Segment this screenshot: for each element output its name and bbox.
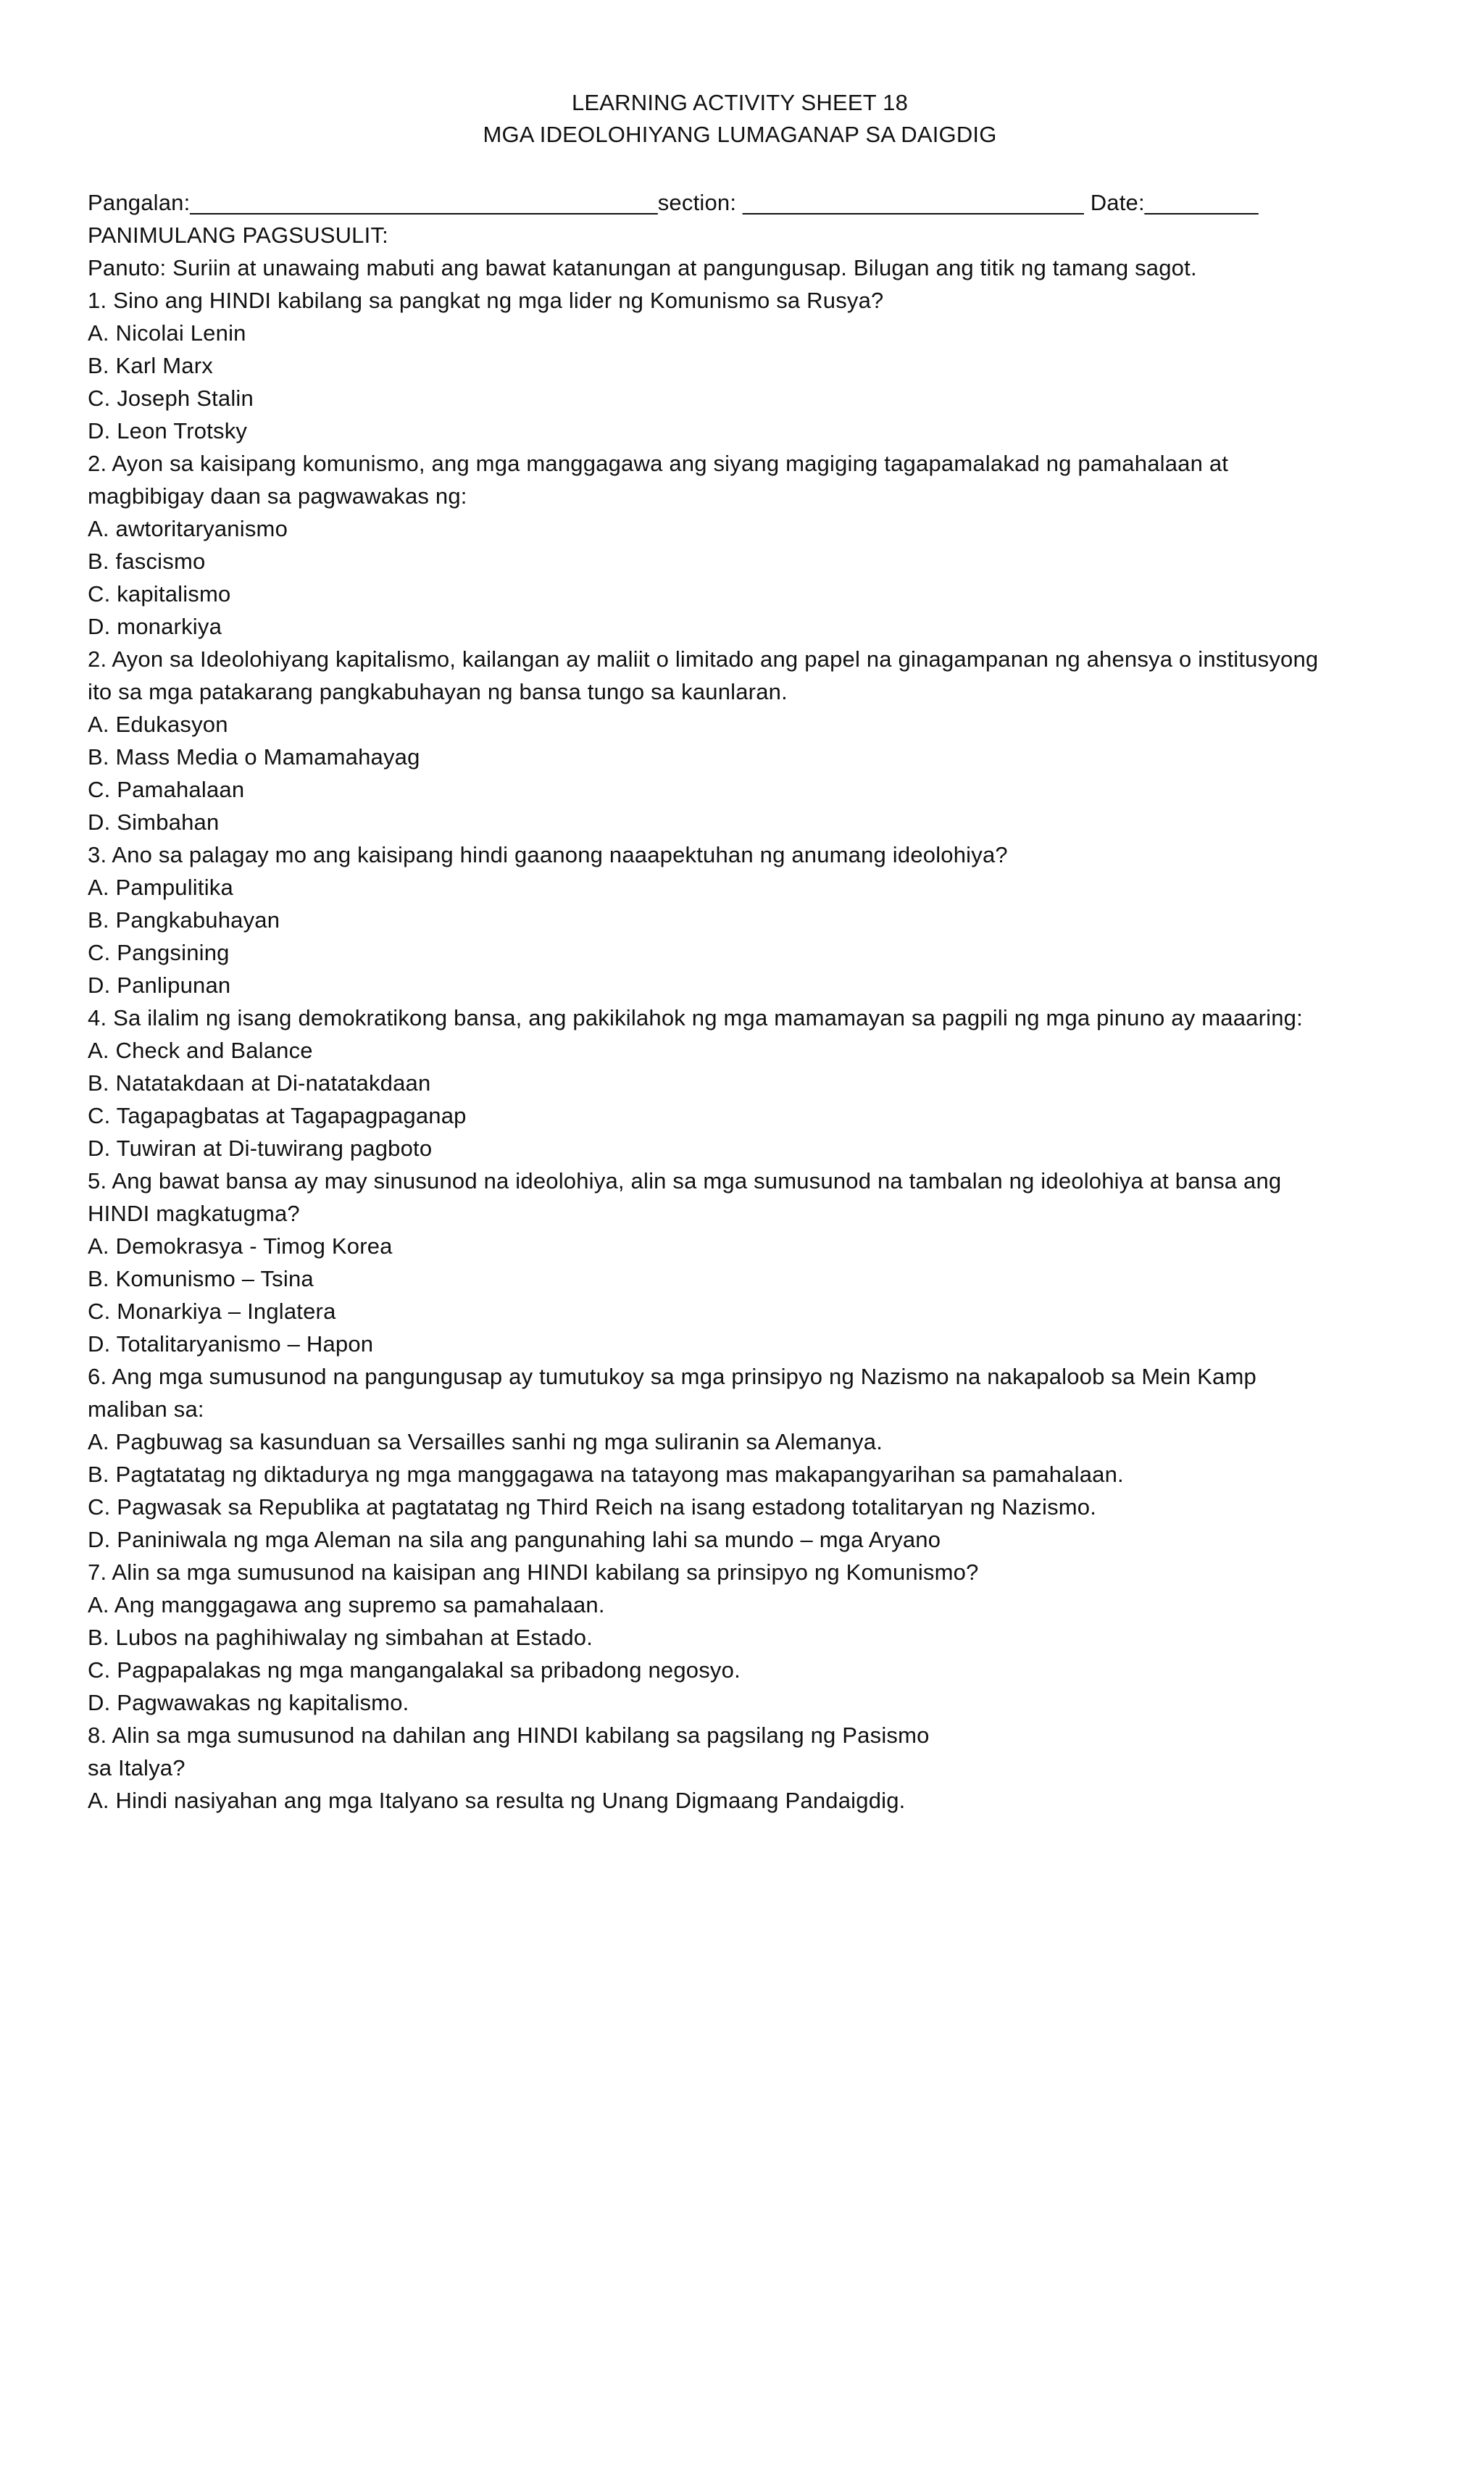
question-line: D. Pagwawakas ng kapitalismo.: [88, 1690, 409, 1715]
question-line: D. Simbahan: [88, 809, 220, 835]
question-line: B. Natatakdaan at Di-natatakdaan: [88, 1070, 431, 1096]
question-line: D. Leon Trotsky: [88, 418, 248, 443]
question-line: A. Pampulitika: [88, 875, 233, 900]
question-line: B. Karl Marx: [88, 353, 213, 378]
question-line: D. Tuwiran at Di-tuwirang pagboto: [88, 1136, 433, 1161]
question-line: D. monarkiya: [88, 614, 222, 639]
title-line-1: LEARNING ACTIVITY SHEET 18: [571, 90, 909, 115]
question-line: magbibigay daan sa pagwawakas ng:: [88, 483, 467, 509]
question-line: C. kapitalismo: [88, 581, 231, 607]
name-section-date-fields: Pangalan:_____________________________________section: ___________________________ Date:_________: [88, 190, 1259, 215]
question-line: 4. Sa ilalim ng isang demokratikong bansa, ang pakikilahok ng mga mamamayan sa pagpili ng mga pinuno ay maaaring:: [88, 1005, 1303, 1030]
question-line: B. fascismo: [88, 549, 206, 574]
question-line: A. Check and Balance: [88, 1038, 313, 1063]
question-list: [88, 284, 1421, 1817]
question-line: D. Totalitaryanismo – Hapon: [88, 1331, 374, 1357]
question-line: A. Edukasyon: [88, 712, 228, 737]
question-line: B. Mass Media o Mamamahayag: [88, 744, 420, 770]
question-line: C. Tagapagbatas at Tagapagpaganap: [88, 1103, 467, 1128]
question-line: A. Nicolai Lenin: [88, 320, 246, 346]
question-line: B. Komunismo – Tsina: [88, 1266, 314, 1291]
question-line: B. Pagtatatag ng diktadurya ng mga manggagawa na tatayong mas makapangyarihan sa pamahalaan.: [88, 1462, 1124, 1487]
question-line: maliban sa:: [88, 1396, 204, 1422]
worksheet-page: [88, 87, 1421, 1817]
title-line-2: MGA IDEOLOHIYANG LUMAGANAP SA DAIGDIG: [483, 122, 997, 147]
question-line: C. Pangsining: [88, 940, 230, 965]
question-line: 5. Ang bawat bansa ay may sinusunod na ideolohiya, alin sa mga sumusunod na tambalan ng ideolohiya at bansa ang: [88, 1168, 1282, 1194]
section-heading: PANIMULANG PAGSUSULIT:: [88, 222, 388, 248]
question-line: C. Pagwasak sa Republika at pagtatatag ng Third Reich na isang estadong totalitaryan ng Nazismo.: [88, 1494, 1097, 1520]
question-line: 1. Sino ang HINDI kabilang sa pangkat ng mga lider ng Komunismo sa Rusya?: [88, 288, 884, 313]
question-line: C. Pagpapalakas ng mga mangangalakal sa pribadong negosyo.: [88, 1657, 741, 1683]
question-line: A. awtoritaryanismo: [88, 516, 288, 541]
question-line: 8. Alin sa mga sumusunod na dahilan ang HINDI kabilang sa pagsilang ng Pasismo: [88, 1723, 930, 1748]
question-line: A. Demokrasya - Timog Korea: [88, 1233, 393, 1259]
question-line: 6. Ang mga sumusunod na pangungusap ay tumutukoy sa mga prinsipyo ng Nazismo na nakapaloob sa Mein Kamp: [88, 1364, 1256, 1389]
question-line: B. Pangkabuhayan: [88, 907, 280, 933]
question-line: 7. Alin sa mga sumusunod na kaisipan ang HINDI kabilang sa prinsipyo ng Komunismo?: [88, 1559, 979, 1585]
question-line: A. Ang manggagawa ang supremo sa pamahalaan.: [88, 1592, 605, 1617]
question-line: 3. Ano sa palagay mo ang kaisipang hindi gaanong naaapektuhan ng anumang ideolohiya?: [88, 842, 1008, 867]
question-line: C. Pamahalaan: [88, 777, 245, 802]
question-line: C. Monarkiya – Inglatera: [88, 1299, 336, 1324]
question-line: C. Joseph Stalin: [88, 386, 254, 411]
question-line: sa Italya?: [88, 1755, 186, 1780]
question-line: B. Lubos na paghihiwalay ng simbahan at Estado.: [88, 1625, 593, 1650]
question-line: 2. Ayon sa Ideolohiyang kapitalismo, kailangan ay maliit o limitado ang papel na ginagampanan ng ahensya o institusyong: [88, 646, 1319, 672]
question-line: ito sa mga patakarang pangkabuhayan ng bansa tungo sa kaunlaran.: [88, 679, 788, 704]
question-line: A. Pagbuwag sa kasunduan sa Versailles sanhi ng mga suliranin sa Alemanya.: [88, 1429, 883, 1454]
question-line: 2. Ayon sa kaisipang komunismo, ang mga manggagawa ang siyang magiging tagapamalakad ng pamahalaan at: [88, 451, 1229, 476]
question-line: HINDI magkatugma?: [88, 1201, 300, 1226]
question-line: A. Hindi nasiyahan ang mga Italyano sa resulta ng Unang Digmaang Pandaigdig.: [88, 1788, 906, 1813]
question-line: D. Panlipunan: [88, 972, 231, 998]
directions: Panuto: Suriin at unawaing mabuti ang bawat katanungan at pangungusap. Bilugan ang titik ng tamang sagot.: [88, 255, 1197, 280]
question-line: D. Paniniwala ng mga Aleman na sila ang pangunahing lahi sa mundo – mga Aryano: [88, 1527, 941, 1552]
